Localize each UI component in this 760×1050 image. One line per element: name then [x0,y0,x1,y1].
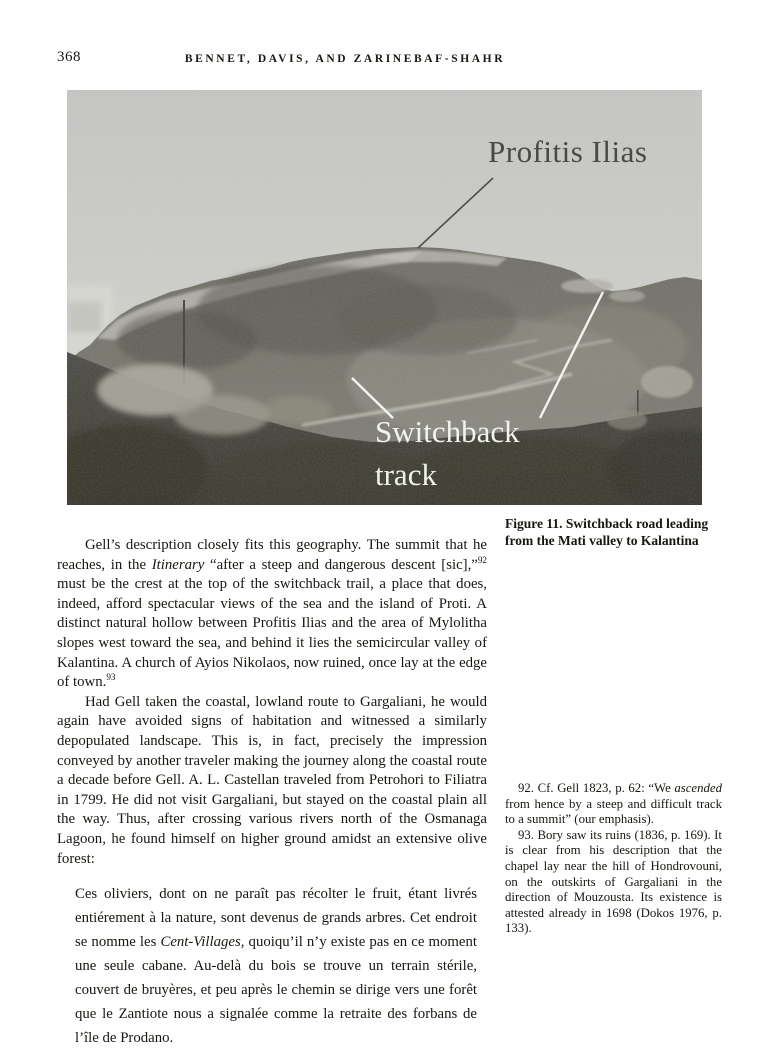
footnote-92: 92. Cf. Gell 1823, p. 62: “We ascended from hence by a steep and difficult track to a summit” (our emphasis). [505,781,722,827]
figure-photo [67,90,702,505]
body-paragraph-1: Gell’s description closely fits this geography. The summit that he reaches, in the Itinerary “after a steep and dangerous descent [sic],”$^{92}$ must be the crest at the top of the switchback trail, a place that does, indeed, afford spectacular views of the sea and the island of Proti. A distinct natural hollow between Profitis Ilias and the area of Mylolitha slopes west toward the sea, and behind it lies the semicircular valley of Kalantina. A church of Ayios Nikolaos, now ruined, once lay at the edge of town.$^{93}$ [57,537,487,691]
running-header: BENNET, DAVIS, AND ZARINEBAF-SHAHR [184,53,506,65]
photo-label-switchback-track: Switchback track [375,414,520,492]
main-text-column [57,536,487,1050]
footnote-93: 93. Bory saw its ruins (1836, p. 169). It is clear from his description that the chapel lay near the hill of Hondrovouni, on the outskirts of Gargaliani in the direction of Mouzousta. Its existence is attested already in 1698 (Dokos 1976, p. 133). [505,827,722,936]
photo-label-profitis-ilias: Profitis Ilias [488,134,648,169]
footnote-column [505,781,722,937]
body-paragraph-2: Had Gell taken the coastal, lowland route to Gargaliani, he would again have avoided signs of habitation and witnessed a similarly depopulated landscape. This is, in fact, precisely the impression conveyed by another traveler making the journey along the coastal route a decade before Gell. A. L. Castellan traveled from Petrohori to Filiatra in 1799. He did not visit Gargaliani, but stayed on the coastal plain all the way. Thus, after crossing various rivers north of the Osmanaga Lagoon, he found himself on higher ground amidst an extensive olive forest: [57,693,487,867]
block-quote-french: Ces oliviers, dont on ne paraît pas récolter le fruit, étant livrés entiérement à la nature, sont devenus de grands arbres. Cet endroit se nomme les Cent-Villages, quoiqu’il n’y existe pas en ce moment une seule cabane. Au-delà du bois se trouve un terrain stérile, couvert de bruyères, et peu après le chemin se dirige vers une forêt que le Zantiote nous a signalée comme la retraite des forbans de l’île de Prodano. [75,886,477,1047]
figure-caption: Figure 11. Switchback road leading from the Mati valley to Kalantina [505,516,709,548]
page-number: 368 [57,49,81,65]
